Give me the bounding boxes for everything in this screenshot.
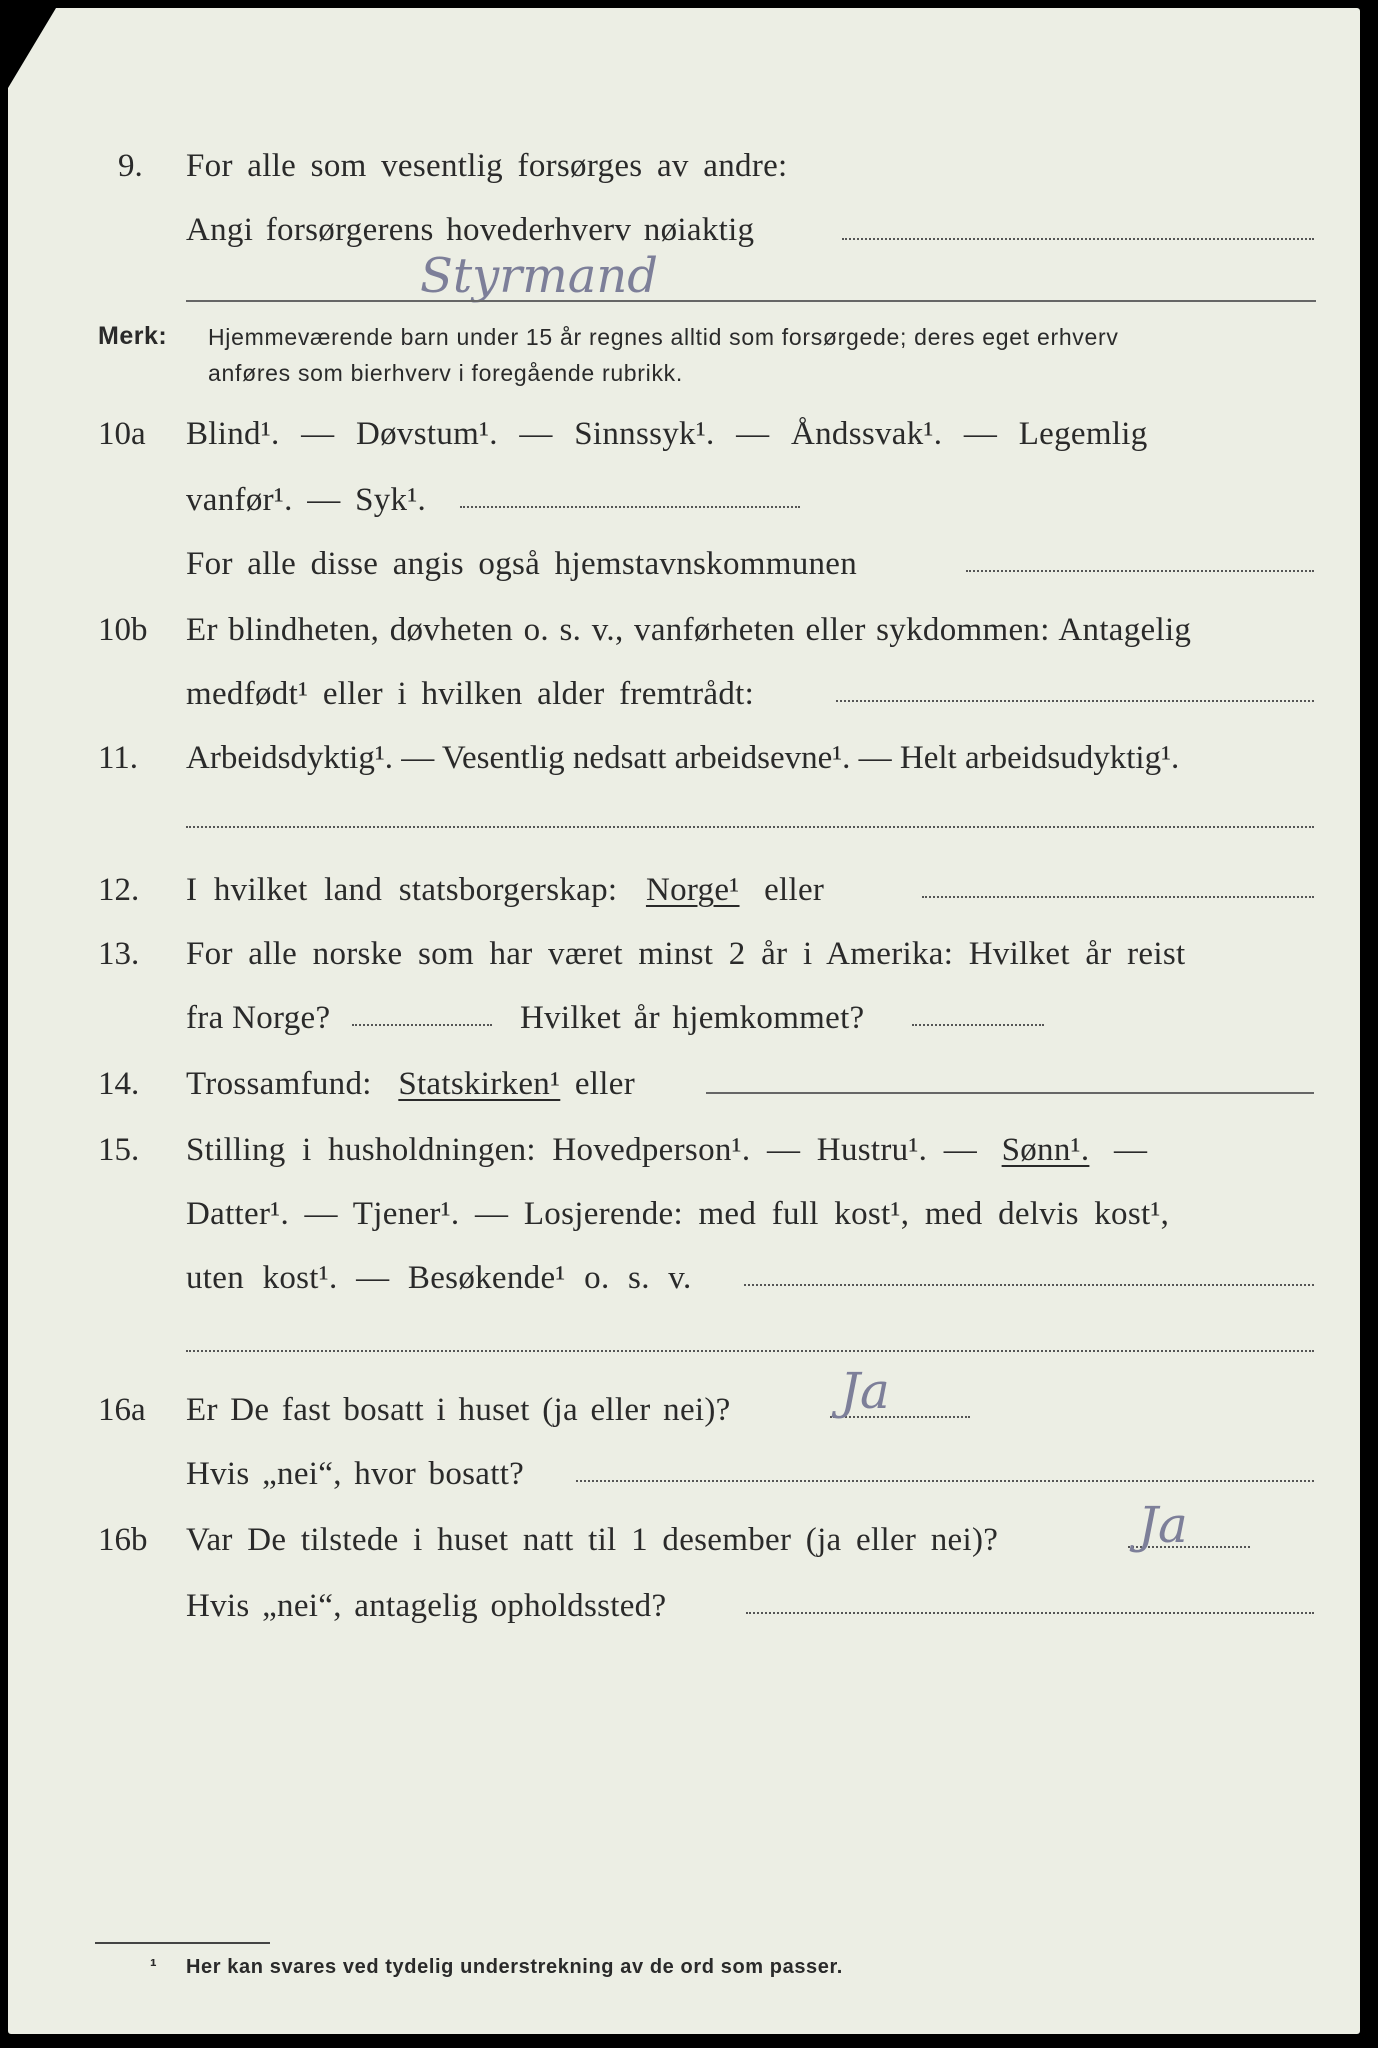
q9-line2: Angi forsørgerens hovederhverv nøiaktig	[186, 212, 755, 248]
q13-number: 13.	[98, 936, 140, 972]
q12-suffix: eller	[764, 872, 825, 908]
q10b-number: 10b	[98, 612, 148, 648]
q10a-line2: vanfør¹. — Syk¹.	[186, 482, 427, 518]
q16b-line1: Var De tilstede i huset natt til 1 desember (ja eller nei)?	[186, 1522, 999, 1558]
q9-number: 9.	[118, 148, 143, 184]
q12-line	[186, 872, 824, 909]
q10a-answer-line[interactable]	[460, 506, 800, 508]
q16a-number: 16a	[98, 1392, 146, 1428]
footnote-mark: ¹	[150, 1956, 158, 1978]
q15-number: 15.	[98, 1132, 140, 1168]
q16b-handwritten-answer: Ja	[1138, 1496, 1188, 1554]
q16b-line2: Hvis „nei“, antagelig opholdssted?	[186, 1588, 667, 1624]
q15-sonn-option[interactable]: Sønn¹.	[1001, 1132, 1090, 1168]
q13-reist-line[interactable]	[352, 1024, 492, 1026]
q15-extra-line[interactable]	[186, 1350, 1314, 1352]
q11-line1: Arbeidsdyktig¹. — Vesentlig nedsatt arbeidsevne¹. — Helt arbeidsudyktig¹.	[186, 740, 1180, 776]
q13-line1: For alle norske som har været minst 2 år i Amerika: Hvilket år reist	[186, 936, 1186, 972]
q16a-line2: Hvis „nei“, hvor bosatt?	[186, 1456, 525, 1492]
q10a-line1: Blind¹. — Døvstum¹. — Sinnssyk¹. — Åndssvak¹. — Legemlig	[186, 416, 1148, 452]
q12-norge-option[interactable]: Norge¹	[645, 872, 740, 908]
q11-answer-line[interactable]	[186, 826, 1314, 828]
footnote-text: Her kan svares ved tydelig understrekning av de ord som passer.	[186, 1956, 843, 1978]
q15-line1b: —	[1113, 1132, 1148, 1168]
q14-number: 14.	[98, 1066, 140, 1102]
q12-number: 12.	[98, 872, 140, 908]
q9-answer-line[interactable]	[842, 238, 1314, 240]
q16a-bosatt-line[interactable]	[576, 1480, 1314, 1482]
torn-corner	[8, 8, 56, 88]
q11-number: 11.	[98, 740, 139, 776]
q14-prefix: Trossamfund:	[186, 1066, 372, 1102]
q16b-opholdssted-line[interactable]	[746, 1612, 1314, 1614]
q14-line	[186, 1066, 635, 1103]
q10a-line3: For alle disse angis også hjemstavnskommunen	[186, 546, 858, 582]
q14-answer-line[interactable]	[706, 1092, 1314, 1094]
q12-answer-line[interactable]	[922, 896, 1314, 898]
q14-suffix: eller	[574, 1066, 635, 1102]
q13-line2b: Hvilket år hjemkommet?	[520, 1000, 865, 1036]
merk-label: Merk:	[98, 322, 168, 350]
q10b-line1: Er blindheten, døvheten o. s. v., vanførheten eller sykdommen: Antagelig	[186, 612, 1192, 648]
q16b-number: 16b	[98, 1522, 148, 1558]
q10a-hjemstavn-line[interactable]	[966, 570, 1314, 572]
q15-line2: Datter¹. — Tjener¹. — Losjerende: med full kost¹, med delvis kost¹,	[186, 1196, 1170, 1232]
q9-answer-rule	[186, 300, 1316, 302]
q12-prefix: I hvilket land statsborgerskap:	[186, 872, 618, 908]
q10b-answer-line[interactable]	[836, 700, 1314, 702]
q9-line1: For alle som vesentlig forsørges av andre:	[186, 148, 788, 184]
q15-line3: uten kost¹. — Besøkende¹ o. s. v.	[186, 1260, 692, 1296]
q15-line1a: Stilling i husholdningen: Hovedperson¹. — Hustru¹. —	[186, 1132, 978, 1168]
q10b-line2: medfødt¹ eller i hvilken alder fremtrådt:	[186, 676, 755, 712]
q9-handwritten-answer: Styrmand	[420, 248, 659, 304]
merk-line2: anføres som bierhverv i foregående rubrikk.	[208, 360, 683, 386]
q14-statskirken-option[interactable]: Statskirken¹	[398, 1066, 561, 1102]
q13-line2a: fra Norge?	[186, 1000, 331, 1036]
footnote-rule	[95, 1942, 270, 1944]
q15-line1	[186, 1132, 1147, 1169]
q15-answer-line[interactable]	[744, 1284, 1314, 1286]
merk-line1: Hjemmeværende barn under 15 år regnes alltid som forsørgede; deres eget erhverv	[208, 324, 1119, 350]
q16a-line1: Er De fast bosatt i huset (ja eller nei)?	[186, 1392, 731, 1428]
q13-hjemkommet-line[interactable]	[912, 1024, 1044, 1026]
q10a-number: 10a	[98, 416, 146, 452]
q16a-handwritten-answer: Ja	[840, 1362, 890, 1420]
